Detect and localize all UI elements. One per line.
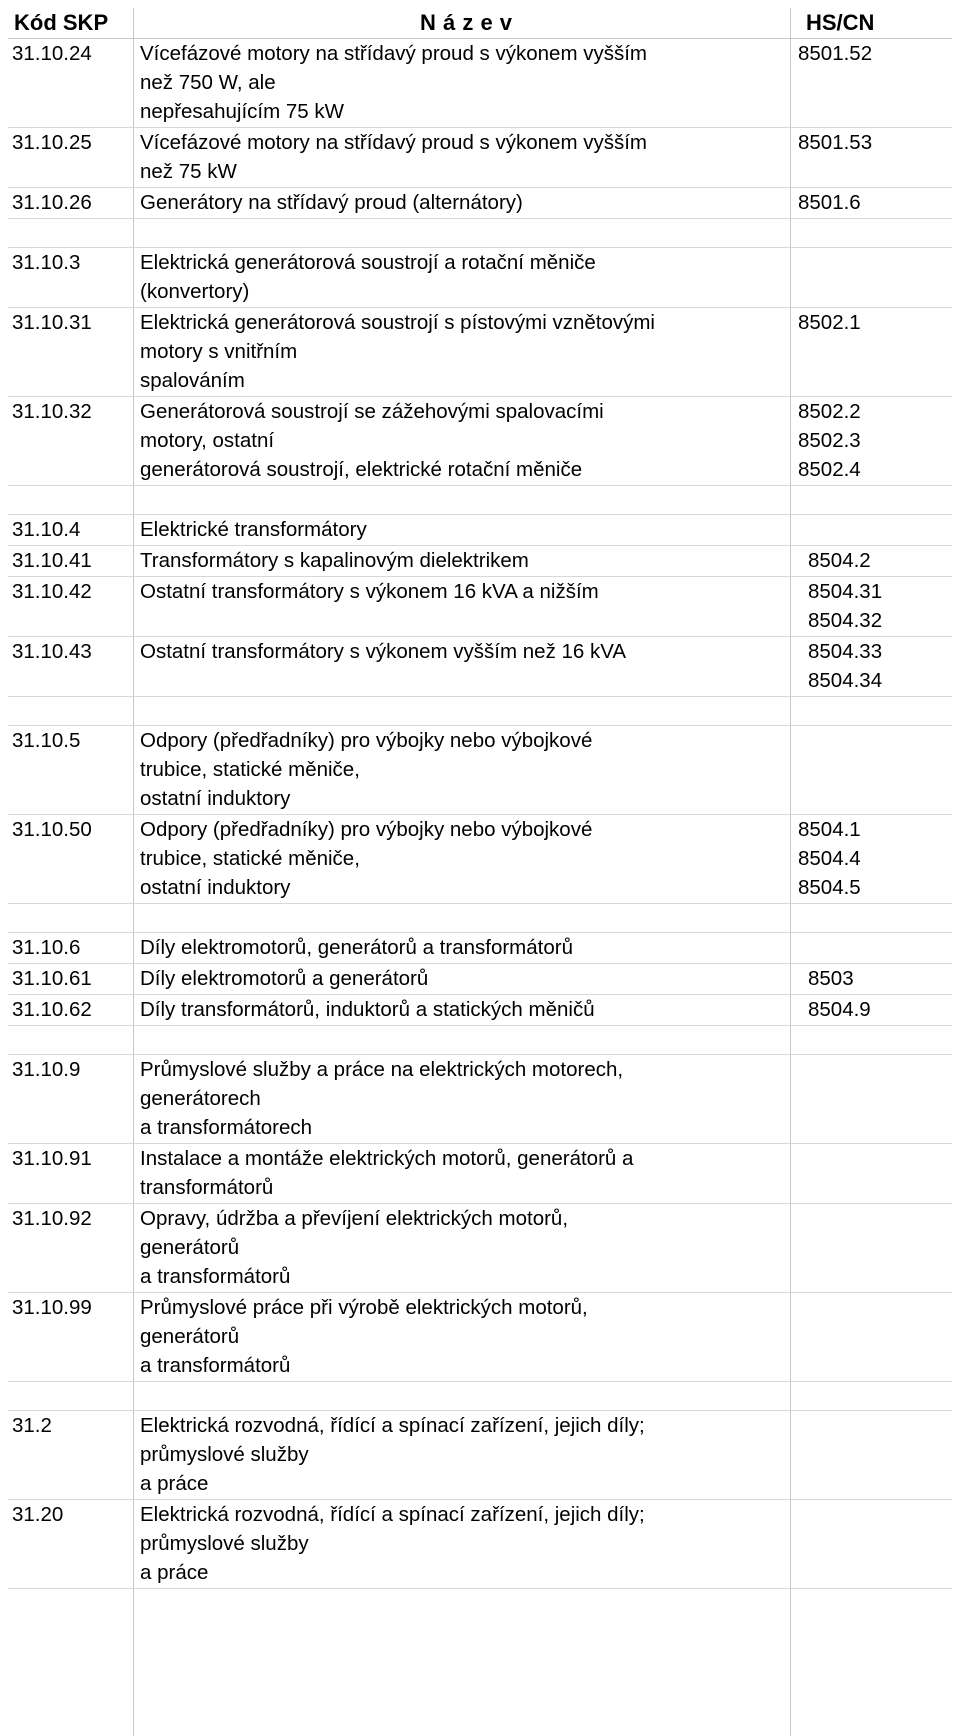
row-name	[140, 1411, 800, 1498]
table-row	[8, 577, 952, 637]
row-name-line: Průmyslové práce při výrobě elektrických motorů,	[140, 1296, 588, 1319]
header-hs: HS/CN	[806, 10, 875, 35]
row-hs-code: 8504.1	[798, 818, 861, 841]
row-code: 31.10.41	[12, 549, 92, 572]
row-code: 31.10.32	[12, 400, 92, 423]
row-name-line: Transformátory s kapalinovým dielektrikem	[140, 549, 529, 572]
row-name	[140, 815, 800, 902]
row-name-line: Elektrická generátorová soustrojí a rotační měniče	[140, 251, 596, 274]
row-name-line: průmyslové služby	[140, 1532, 309, 1555]
table-row	[8, 1144, 952, 1204]
table-body	[8, 39, 952, 1589]
row-code: 31.10.62	[12, 998, 92, 1021]
row-name-line: Ostatní transformátory s výkonem vyšším než 16 kVA	[140, 640, 627, 663]
row-code: 31.10.5	[12, 729, 81, 752]
row-name-line: Generátorová soustrojí se zážehovými spalovacími	[140, 400, 604, 423]
row-name-line: průmyslové služby	[140, 1443, 309, 1466]
row-code: 31.10.26	[12, 191, 92, 214]
row-name	[140, 546, 800, 575]
row-code: 31.10.92	[12, 1207, 92, 1230]
row-code: 31.10.42	[12, 580, 92, 603]
row-hs-code: 8504.9	[808, 998, 871, 1021]
row-name-line: generátorů	[140, 1236, 240, 1259]
row-hs-code: 8504.2	[808, 549, 871, 572]
row-name-line: Instalace a montáže elektrických motorů, generátorů a	[140, 1147, 634, 1170]
row-code: 31.10.6	[12, 936, 81, 959]
row-name	[140, 1500, 800, 1587]
row-hs	[808, 964, 854, 993]
row-name	[140, 515, 800, 544]
table-row	[8, 39, 952, 128]
row-name-line: Vícefázové motory na střídavý proud s výkonem vyšším	[140, 131, 647, 154]
row-name	[140, 933, 800, 962]
row-name	[140, 308, 800, 395]
row-name-line: ostatní induktory	[140, 787, 291, 810]
row-name	[140, 1144, 800, 1202]
row-hs	[798, 128, 872, 157]
row-name-line: a transformátorů	[140, 1265, 291, 1288]
row-name-line: trubice, statické měniče,	[140, 847, 360, 870]
row-hs	[808, 546, 871, 575]
table-row	[8, 397, 952, 486]
row-hs	[798, 188, 861, 217]
row-name-line: (konvertory)	[140, 280, 250, 303]
row-name-line: než 75 kW	[140, 160, 237, 183]
table-row	[8, 637, 952, 697]
row-name-line: Vícefázové motory na střídavý proud s výkonem vyšším	[140, 42, 647, 65]
row-name-line: spalováním	[140, 369, 245, 392]
row-code: 31.10.91	[12, 1147, 92, 1170]
row-hs-code: 8502.2	[798, 400, 861, 423]
row-code: 31.10.4	[12, 518, 81, 541]
row-name-line: transformátorů	[140, 1176, 274, 1199]
row-hs	[798, 308, 861, 337]
table-row	[8, 933, 952, 964]
row-name-line: Elektrická rozvodná, řídící a spínací zařízení, jejich díly;	[140, 1503, 645, 1526]
table-row	[8, 546, 952, 577]
table-row	[8, 515, 952, 546]
table-row	[8, 188, 952, 219]
row-name-line: Generátory na střídavý proud (alternátory)	[140, 191, 523, 214]
row-code: 31.10.3	[12, 251, 81, 274]
table-row	[8, 1411, 952, 1500]
row-hs-code: 8502.3	[798, 429, 861, 452]
row-code: 31.10.24	[12, 42, 92, 65]
row-hs-code: 8501.53	[798, 131, 873, 154]
row-name	[140, 128, 800, 186]
row-name-line: a transformátorech	[140, 1116, 313, 1139]
row-name-line: a práce	[140, 1472, 209, 1495]
row-code: 31.20	[12, 1503, 64, 1526]
row-name	[140, 39, 800, 126]
row-code: 31.10.31	[12, 311, 92, 334]
row-name	[140, 964, 800, 993]
table-header	[8, 8, 952, 39]
row-name-line: trubice, statické měniče,	[140, 758, 360, 781]
row-hs-code: 8504.33	[808, 640, 883, 663]
row-name-line: Elektrická rozvodná, řídící a spínací zařízení, jejich díly;	[140, 1414, 645, 1437]
table-row	[8, 697, 952, 726]
row-name-line: Díly elektromotorů, generátorů a transformátorů	[140, 936, 573, 959]
row-code: 31.2	[12, 1414, 52, 1437]
row-name	[140, 248, 800, 306]
row-name	[140, 1204, 800, 1291]
row-name	[140, 577, 800, 606]
row-hs	[808, 637, 882, 695]
row-code: 31.10.61	[12, 967, 92, 990]
table-row	[8, 219, 952, 248]
row-name-line: motory s vnitřním	[140, 340, 298, 363]
row-name-line: Elektrická generátorová soustrojí s pístovými vznětovými	[140, 311, 655, 334]
row-name-line: generátorech	[140, 1087, 261, 1110]
table-row	[8, 1026, 952, 1055]
table-row	[8, 1055, 952, 1144]
table-row	[8, 1382, 952, 1411]
row-hs-code: 8504.31	[808, 580, 883, 603]
table-row	[8, 904, 952, 933]
table-row	[8, 248, 952, 308]
row-name-line: Ostatní transformátory s výkonem 16 kVA a nižším	[140, 580, 599, 603]
row-code: 31.10.25	[12, 131, 92, 154]
header-name: N á z e v	[420, 10, 513, 35]
row-name	[140, 188, 800, 217]
row-hs	[808, 995, 871, 1024]
row-name-line: a transformátorů	[140, 1354, 291, 1377]
row-hs-code: 8502.1	[798, 311, 861, 334]
row-code: 31.10.43	[12, 640, 92, 663]
row-name-line: generátorů	[140, 1325, 240, 1348]
row-code: 31.10.9	[12, 1058, 81, 1081]
row-name-line: Díly transformátorů, induktorů a statických měničů	[140, 998, 595, 1021]
row-name-line: ostatní induktory	[140, 876, 291, 899]
row-name	[140, 637, 800, 666]
table-row	[8, 964, 952, 995]
row-name-line: a práce	[140, 1561, 209, 1584]
table-row	[8, 486, 952, 515]
row-name-line: Elektrické transformátory	[140, 518, 367, 541]
row-hs	[798, 397, 861, 484]
row-name-line: Odpory (předřadníky) pro výbojky nebo výbojkové	[140, 818, 593, 841]
header-code: Kód SKP	[14, 10, 109, 35]
row-hs-code: 8504.32	[808, 609, 883, 632]
table-row	[8, 308, 952, 397]
table-row	[8, 1500, 952, 1589]
row-name	[140, 397, 800, 484]
row-name	[140, 995, 800, 1024]
row-name	[140, 1293, 800, 1380]
table-row	[8, 1204, 952, 1293]
row-name-line: nepřesahujícím 75 kW	[140, 100, 344, 123]
table-row	[8, 726, 952, 815]
row-name-line: generátorová soustrojí, elektrické rotační měniče	[140, 458, 583, 481]
row-name-line: Odpory (předřadníky) pro výbojky nebo výbojkové	[140, 729, 593, 752]
table-row	[8, 815, 952, 904]
table-row	[8, 128, 952, 188]
row-name-line: než 750 W, ale	[140, 71, 276, 94]
row-name-line: motory, ostatní	[140, 429, 275, 452]
row-name-line: Průmyslové služby a práce na elektrických motorech,	[140, 1058, 624, 1081]
row-hs-code: 8504.5	[798, 876, 861, 899]
row-hs-code: 8501.52	[798, 42, 873, 65]
row-hs	[798, 815, 861, 902]
row-hs-code: 8503	[808, 967, 854, 990]
row-name	[140, 1055, 800, 1142]
row-hs-code: 8501.6	[798, 191, 861, 214]
row-hs	[798, 39, 872, 68]
table-row	[8, 1293, 952, 1382]
row-name-line: Díly elektromotorů a generátorů	[140, 967, 429, 990]
row-name	[140, 726, 800, 813]
row-code: 31.10.50	[12, 818, 92, 841]
row-code: 31.10.99	[12, 1296, 92, 1319]
row-hs-code: 8502.4	[798, 458, 861, 481]
table-row	[8, 995, 952, 1026]
row-hs	[808, 577, 882, 635]
row-name-line: Opravy, údržba a převíjení elektrických motorů,	[140, 1207, 569, 1230]
row-hs-code: 8504.4	[798, 847, 861, 870]
row-hs-code: 8504.34	[808, 669, 883, 692]
